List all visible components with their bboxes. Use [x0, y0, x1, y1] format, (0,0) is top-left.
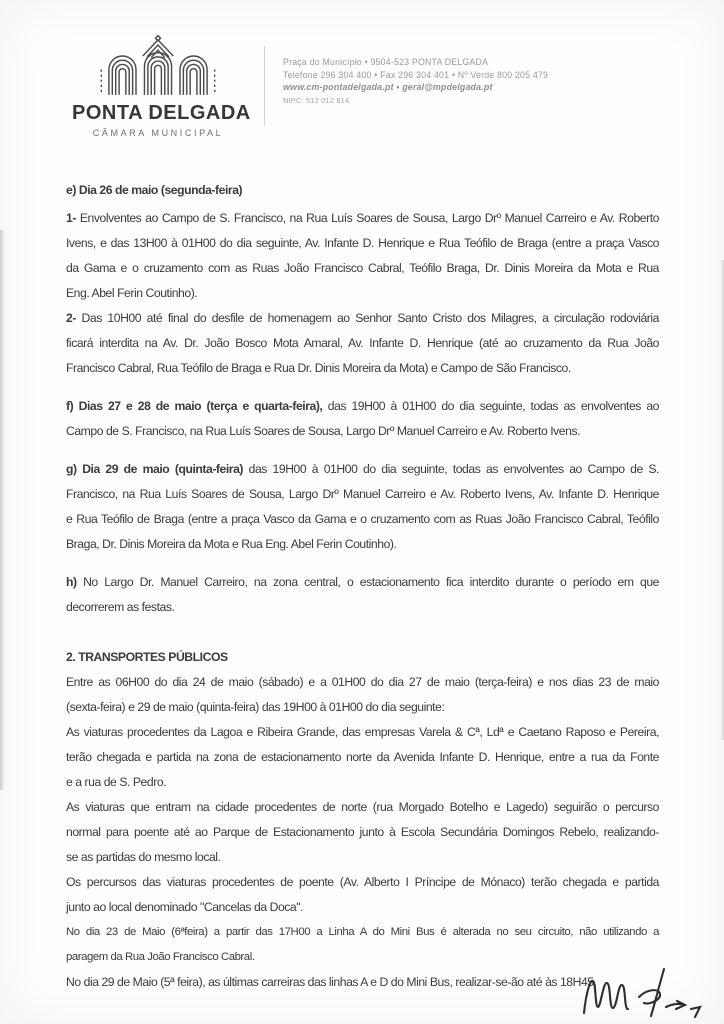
contact-phone: Telefone 296 304 400 • Fax 296 304 401 • Nº Verde 800 205 479 [283, 69, 549, 80]
text-line: No dia 29 de Maio (5ª feira), as últimas carreiras das linhas A e D do Mini Bus, realizar-se-ão até às 18H45. [66, 975, 597, 989]
contact-nipc: NIPC: 512 012 814 [283, 95, 350, 105]
scan-edge-shadow-left [0, 230, 5, 790]
text-line: Francisco, na Rua Luís Soares de Sousa, Largo Drº Manuel Carreiro e Av. Roberto Ivens, Av. Infante D. Henrique [66, 487, 659, 501]
signature-icon [577, 966, 711, 1022]
text-line: h) No Largo Dr. Manuel Carreiro, na zona central, o estacionamento fica interdito durante o período em que [66, 575, 659, 589]
text-line: Os percursos das viaturas procedentes de poente (Av. Alberto I Príncipe de Mónaco) terão chegada e partida [66, 875, 659, 889]
city-gates-logo-icon [94, 34, 222, 100]
text-line: e Rua Teófilo de Braga (entre a praça Vasco da Gama e o cruzamento com as Ruas João Francisco Cabral, Teófilo [66, 512, 659, 526]
contact-block [273, 30, 548, 107]
text-line: 2. TRANSPORTES PÚBLICOS [66, 650, 228, 664]
text-line: 2- Das 10H00 até final do desfile de homenagem ao Senhor Santo Cristo dos Milagres, a circulação rodoviária [66, 311, 659, 325]
paragraph [66, 206, 659, 306]
paragraph [66, 645, 659, 670]
logo-subtitle: CÂMARA MUNICIPAL [92, 128, 224, 138]
text-line: junto ao local denominado "Cancelas da Doca". [66, 900, 304, 914]
paragraph [66, 306, 659, 381]
letterhead [72, 30, 548, 138]
paragraph [66, 920, 659, 970]
paragraph [66, 970, 659, 995]
text-line: Francisco Cabral, Rua Teófilo de Braga e Rua Dr. Dinis Moreira da Mota) e Campo de São Francisco. [66, 361, 571, 375]
text-line: decorrerem as festas. [66, 600, 175, 614]
text-line: f) Dias 27 e 28 de maio (terça e quarta-feira), das 19H00 à 01H00 do dia seguinte, todas as envolventes ao [66, 399, 659, 413]
text-line: 1- Envolventes ao Campo de S. Francisco, na Rua Luís Soares de Sousa, Largo Drº Manuel Carreiro e Av. Roberto [66, 211, 659, 225]
logo-title: PONTA DELGADA [72, 102, 251, 124]
text-line: e) Dia 26 de maio (segunda-feira) [66, 183, 243, 197]
text-line: As viaturas procedentes da Lagoa e Ribeira Grande, das empresas Varela & Cª, Ldª e Caetano Raposo e Pereira, [66, 725, 659, 739]
header-divider [264, 46, 265, 126]
text-line: terão chegada e partida na zona de estacionamento norte da Avenida Infante D. Henrique, entre a rua da Fonte [66, 750, 659, 764]
text-line: Campo de S. Francisco, na Rua Luís Soares de Sousa, Largo Drº Manuel Carreiro e Av. Roberto Ivens. [66, 424, 581, 438]
text-line: Entre as 06H00 do dia 24 de maio (sábado) e a 01H00 do dia 27 de maio (terça-feira) e nos dias 23 de maio [66, 675, 659, 689]
text-line: e a rua de S. Pedro. [66, 775, 167, 789]
scan-edge-shadow-right [720, 260, 724, 740]
text-line: (sexta-feira) e 29 de maio (quinta-feira) das 19H00 à 01H00 do dia seguinte: [66, 700, 445, 714]
text-line: Braga, Dr. Dinis Moreira da Mota e Rua Eng. Abel Ferin Coutinho). [66, 537, 397, 551]
text-line: normal para poente até ao Parque de Estacionamento junto à Escola Secundária Domingos Rebelo, realizando- [66, 825, 659, 839]
contact-web: www.cm-pontadelgada.pt • geral@mpdelgada.pt [283, 82, 493, 92]
paragraph [66, 570, 659, 620]
paragraph [66, 795, 659, 870]
document-body [66, 178, 659, 995]
text-line: paragem da Rua João Francisco Cabral. [66, 951, 255, 963]
text-line: No dia 23 de Maio (6ªfeira) a partir das 17H00 a Linha A do Mini Bus é alterada no seu circuito, não utilizando a [66, 926, 659, 938]
contact-address: Praça do Município • 9504-523 PONTA DELGADA [283, 57, 489, 67]
municipality-brand [72, 30, 251, 138]
text-line: g) Dia 29 de maio (quinta-feira) das 19H00 à 01H00 do dia seguinte, todas as envolventes ao Campo de S. [66, 462, 659, 476]
text-line: Ivens, e das 13H00 à 01H00 do dia seguinte, Av. Infante D. Henrique e Rua Teófilo de Braga (entre a praça Vasco [66, 236, 659, 250]
text-line: da Gama e o cruzamento com as Ruas João Francisco Cabral, Teófilo Braga, Dr. Dinis Moreira da Mota e Rua [66, 261, 659, 275]
paragraph [66, 670, 659, 720]
text-line: Eng. Abel Ferin Coutinho). [66, 286, 198, 300]
paragraph [66, 394, 659, 444]
paragraph [66, 457, 659, 557]
paragraph [66, 870, 659, 920]
text-line: As viaturas que entram na cidade procedentes de norte (rua Morgado Botelho e Lagedo) seguirão o percurso [66, 800, 659, 814]
paragraph [66, 178, 659, 203]
text-line: se as partidas do mesmo local. [66, 850, 221, 864]
text-line: ficará interdita na Av. Dr. João Bosco Mota Amaral, Av. Infante D. Henrique (até ao cruzamento da Rua João [66, 336, 659, 350]
paragraph [66, 720, 659, 795]
